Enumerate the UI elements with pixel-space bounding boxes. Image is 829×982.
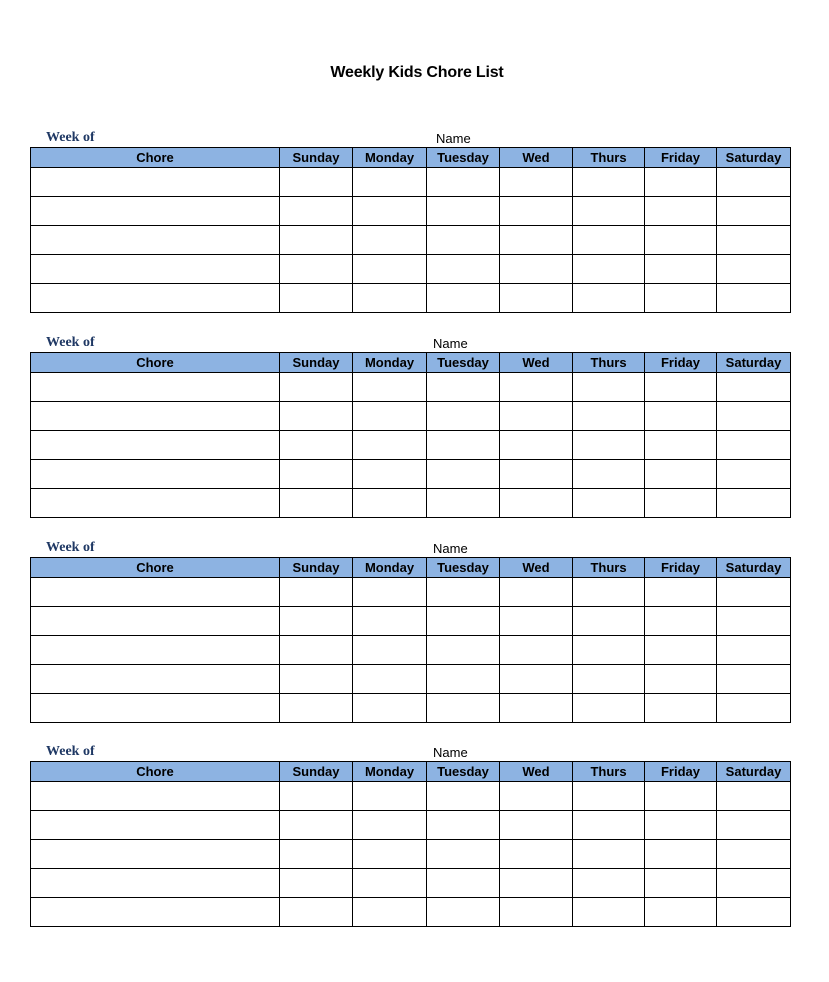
- day-cell-wed[interactable]: [500, 665, 573, 694]
- column-header-thurs: Thurs: [573, 762, 645, 782]
- column-header-tuesday: Tuesday: [427, 558, 500, 578]
- column-header-wed: Wed: [500, 558, 573, 578]
- day-cell-tuesday[interactable]: [427, 255, 500, 284]
- day-cell-thurs[interactable]: [573, 665, 645, 694]
- chore-table: [30, 352, 791, 518]
- table-row: [31, 255, 791, 284]
- column-header-tuesday: Tuesday: [427, 762, 500, 782]
- chore-cell[interactable]: [31, 869, 280, 898]
- day-cell-monday[interactable]: [353, 811, 427, 840]
- chore-cell[interactable]: [31, 636, 280, 665]
- day-cell-wed[interactable]: [500, 782, 573, 811]
- table-row: [31, 811, 791, 840]
- table-row: [31, 373, 791, 402]
- day-cell-monday[interactable]: [353, 782, 427, 811]
- day-cell-sunday[interactable]: [280, 636, 353, 665]
- chore-cell[interactable]: [31, 782, 280, 811]
- table-row: [31, 402, 791, 431]
- day-cell-monday[interactable]: [353, 898, 427, 927]
- chore-cell[interactable]: [31, 373, 280, 402]
- day-cell-tuesday[interactable]: [427, 898, 500, 927]
- day-cell-friday[interactable]: [645, 607, 717, 636]
- day-cell-thurs[interactable]: [573, 284, 645, 313]
- table-row: [31, 665, 791, 694]
- day-cell-wed[interactable]: [500, 578, 573, 607]
- day-cell-wed[interactable]: [500, 284, 573, 313]
- column-header-monday: Monday: [353, 353, 427, 373]
- day-cell-monday[interactable]: [353, 402, 427, 431]
- day-cell-saturday[interactable]: [717, 665, 791, 694]
- day-cell-tuesday[interactable]: [427, 284, 500, 313]
- day-cell-sunday[interactable]: [280, 255, 353, 284]
- column-header-saturday: Saturday: [717, 558, 791, 578]
- chore-cell[interactable]: [31, 694, 280, 723]
- column-header-chore: Chore: [31, 353, 280, 373]
- day-cell-wed[interactable]: [500, 869, 573, 898]
- day-cell-monday[interactable]: [353, 489, 427, 518]
- table-row: [31, 607, 791, 636]
- column-header-chore: Chore: [31, 762, 280, 782]
- day-cell-friday[interactable]: [645, 226, 717, 255]
- day-cell-thurs[interactable]: [573, 607, 645, 636]
- day-cell-sunday[interactable]: [280, 782, 353, 811]
- day-cell-saturday[interactable]: [717, 255, 791, 284]
- column-header-sunday: Sunday: [280, 353, 353, 373]
- day-cell-friday[interactable]: [645, 665, 717, 694]
- column-header-saturday: Saturday: [717, 762, 791, 782]
- day-cell-thurs[interactable]: [573, 373, 645, 402]
- day-cell-friday[interactable]: [645, 255, 717, 284]
- day-cell-friday[interactable]: [645, 694, 717, 723]
- day-cell-sunday[interactable]: [280, 607, 353, 636]
- day-cell-thurs[interactable]: [573, 168, 645, 197]
- day-cell-wed[interactable]: [500, 255, 573, 284]
- table-row: [31, 460, 791, 489]
- table-row: [31, 840, 791, 869]
- chore-cell[interactable]: [31, 284, 280, 313]
- day-cell-saturday[interactable]: [717, 197, 791, 226]
- chore-cell[interactable]: [31, 898, 280, 927]
- day-cell-sunday[interactable]: [280, 197, 353, 226]
- day-cell-sunday[interactable]: [280, 694, 353, 723]
- day-cell-friday[interactable]: [645, 284, 717, 313]
- day-cell-tuesday[interactable]: [427, 489, 500, 518]
- table-row: [31, 226, 791, 255]
- day-cell-friday[interactable]: [645, 402, 717, 431]
- table-row: [31, 431, 791, 460]
- chore-table: [30, 761, 791, 927]
- day-cell-tuesday[interactable]: [427, 578, 500, 607]
- day-cell-thurs[interactable]: [573, 782, 645, 811]
- chore-cell[interactable]: [31, 226, 280, 255]
- day-cell-monday[interactable]: [353, 607, 427, 636]
- day-cell-thurs[interactable]: [573, 489, 645, 518]
- day-cell-sunday[interactable]: [280, 460, 353, 489]
- day-cell-friday[interactable]: [645, 869, 717, 898]
- column-header-monday: Monday: [353, 558, 427, 578]
- table-row: [31, 694, 791, 723]
- day-cell-sunday[interactable]: [280, 168, 353, 197]
- column-header-sunday: Sunday: [280, 148, 353, 168]
- day-cell-saturday[interactable]: [717, 636, 791, 665]
- chore-cell[interactable]: [31, 402, 280, 431]
- column-header-wed: Wed: [500, 353, 573, 373]
- day-cell-tuesday[interactable]: [427, 431, 500, 460]
- day-cell-saturday[interactable]: [717, 869, 791, 898]
- day-cell-sunday[interactable]: [280, 284, 353, 313]
- day-cell-wed[interactable]: [500, 898, 573, 927]
- day-cell-friday[interactable]: [645, 197, 717, 226]
- day-cell-tuesday[interactable]: [427, 811, 500, 840]
- day-cell-thurs[interactable]: [573, 869, 645, 898]
- chore-cell[interactable]: [31, 460, 280, 489]
- chore-cell[interactable]: [31, 168, 280, 197]
- column-header-friday: Friday: [645, 762, 717, 782]
- day-cell-sunday[interactable]: [280, 898, 353, 927]
- day-cell-wed[interactable]: [500, 197, 573, 226]
- chore-cell[interactable]: [31, 489, 280, 518]
- day-cell-tuesday[interactable]: [427, 840, 500, 869]
- day-cell-saturday[interactable]: [717, 489, 791, 518]
- table-row: [31, 489, 791, 518]
- day-cell-tuesday[interactable]: [427, 636, 500, 665]
- day-cell-thurs[interactable]: [573, 402, 645, 431]
- day-cell-friday[interactable]: [645, 460, 717, 489]
- chore-cell[interactable]: [31, 197, 280, 226]
- day-cell-saturday[interactable]: [717, 782, 791, 811]
- day-cell-wed[interactable]: [500, 607, 573, 636]
- day-cell-thurs[interactable]: [573, 811, 645, 840]
- chore-table: [30, 147, 791, 313]
- column-header-chore: Chore: [31, 148, 280, 168]
- table-row: [31, 869, 791, 898]
- day-cell-wed[interactable]: [500, 460, 573, 489]
- column-header-saturday: Saturday: [717, 148, 791, 168]
- day-cell-friday[interactable]: [645, 840, 717, 869]
- day-cell-tuesday[interactable]: [427, 402, 500, 431]
- column-header-friday: Friday: [645, 353, 717, 373]
- page-title: Weekly Kids Chore List: [330, 64, 504, 81]
- day-cell-tuesday[interactable]: [427, 694, 500, 723]
- chore-cell[interactable]: [31, 431, 280, 460]
- chore-cell[interactable]: [31, 840, 280, 869]
- day-cell-friday[interactable]: [645, 578, 717, 607]
- column-header-wed: Wed: [500, 148, 573, 168]
- column-header-friday: Friday: [645, 148, 717, 168]
- day-cell-friday[interactable]: [645, 782, 717, 811]
- week-of-label: Week of: [46, 335, 95, 350]
- day-cell-wed[interactable]: [500, 694, 573, 723]
- header-row: [31, 353, 791, 373]
- day-cell-saturday[interactable]: [717, 898, 791, 927]
- name-label: Name: [433, 336, 468, 351]
- day-cell-monday[interactable]: [353, 636, 427, 665]
- chore-cell[interactable]: [31, 578, 280, 607]
- day-cell-wed[interactable]: [500, 811, 573, 840]
- day-cell-saturday[interactable]: [717, 226, 791, 255]
- column-header-monday: Monday: [353, 148, 427, 168]
- chore-cell[interactable]: [31, 811, 280, 840]
- column-header-wed: Wed: [500, 762, 573, 782]
- day-cell-wed[interactable]: [500, 636, 573, 665]
- day-cell-tuesday[interactable]: [427, 782, 500, 811]
- day-cell-monday[interactable]: [353, 197, 427, 226]
- day-cell-monday[interactable]: [353, 694, 427, 723]
- day-cell-thurs[interactable]: [573, 255, 645, 284]
- day-cell-monday[interactable]: [353, 373, 427, 402]
- day-cell-saturday[interactable]: [717, 431, 791, 460]
- day-cell-monday[interactable]: [353, 840, 427, 869]
- day-cell-friday[interactable]: [645, 898, 717, 927]
- day-cell-monday[interactable]: [353, 168, 427, 197]
- day-cell-saturday[interactable]: [717, 840, 791, 869]
- day-cell-sunday[interactable]: [280, 489, 353, 518]
- day-cell-tuesday[interactable]: [427, 168, 500, 197]
- day-cell-thurs[interactable]: [573, 431, 645, 460]
- day-cell-saturday[interactable]: [717, 811, 791, 840]
- table-row: [31, 782, 791, 811]
- day-cell-sunday[interactable]: [280, 431, 353, 460]
- day-cell-wed[interactable]: [500, 402, 573, 431]
- table-row: [31, 284, 791, 313]
- day-cell-tuesday[interactable]: [427, 197, 500, 226]
- day-cell-sunday[interactable]: [280, 665, 353, 694]
- day-cell-monday[interactable]: [353, 226, 427, 255]
- table-row: [31, 168, 791, 197]
- column-header-tuesday: Tuesday: [427, 148, 500, 168]
- day-cell-thurs[interactable]: [573, 197, 645, 226]
- day-cell-tuesday[interactable]: [427, 665, 500, 694]
- day-cell-thurs[interactable]: [573, 636, 645, 665]
- week-of-label: Week of: [46, 130, 95, 145]
- day-cell-tuesday[interactable]: [427, 607, 500, 636]
- day-cell-wed[interactable]: [500, 840, 573, 869]
- column-header-monday: Monday: [353, 762, 427, 782]
- column-header-thurs: Thurs: [573, 353, 645, 373]
- chore-cell[interactable]: [31, 255, 280, 284]
- day-cell-monday[interactable]: [353, 460, 427, 489]
- chore-table: [30, 557, 791, 723]
- header-row: [31, 148, 791, 168]
- day-cell-sunday[interactable]: [280, 226, 353, 255]
- column-header-sunday: Sunday: [280, 762, 353, 782]
- day-cell-tuesday[interactable]: [427, 373, 500, 402]
- day-cell-tuesday[interactable]: [427, 226, 500, 255]
- day-cell-friday[interactable]: [645, 811, 717, 840]
- header-row: [31, 558, 791, 578]
- day-cell-tuesday[interactable]: [427, 460, 500, 489]
- day-cell-thurs[interactable]: [573, 898, 645, 927]
- day-cell-friday[interactable]: [645, 373, 717, 402]
- column-header-sunday: Sunday: [280, 558, 353, 578]
- table-row: [31, 898, 791, 927]
- day-cell-thurs[interactable]: [573, 460, 645, 489]
- header-row: [31, 762, 791, 782]
- day-cell-saturday[interactable]: [717, 402, 791, 431]
- day-cell-wed[interactable]: [500, 373, 573, 402]
- day-cell-sunday[interactable]: [280, 869, 353, 898]
- column-header-thurs: Thurs: [573, 558, 645, 578]
- day-cell-saturday[interactable]: [717, 578, 791, 607]
- day-cell-monday[interactable]: [353, 578, 427, 607]
- day-cell-tuesday[interactable]: [427, 869, 500, 898]
- table-row: [31, 578, 791, 607]
- chore-cell[interactable]: [31, 665, 280, 694]
- column-header-thurs: Thurs: [573, 148, 645, 168]
- day-cell-thurs[interactable]: [573, 694, 645, 723]
- table-row: [31, 636, 791, 665]
- name-label: Name: [433, 541, 468, 556]
- day-cell-friday[interactable]: [645, 168, 717, 197]
- day-cell-saturday[interactable]: [717, 607, 791, 636]
- chore-cell[interactable]: [31, 607, 280, 636]
- table-row: [31, 197, 791, 226]
- column-header-chore: Chore: [31, 558, 280, 578]
- day-cell-monday[interactable]: [353, 284, 427, 313]
- day-cell-saturday[interactable]: [717, 694, 791, 723]
- day-cell-saturday[interactable]: [717, 284, 791, 313]
- day-cell-monday[interactable]: [353, 869, 427, 898]
- name-label: Name: [433, 745, 468, 760]
- day-cell-sunday[interactable]: [280, 840, 353, 869]
- day-cell-wed[interactable]: [500, 489, 573, 518]
- day-cell-thurs[interactable]: [573, 578, 645, 607]
- week-of-label: Week of: [46, 744, 95, 759]
- day-cell-sunday[interactable]: [280, 402, 353, 431]
- day-cell-sunday[interactable]: [280, 811, 353, 840]
- week-of-label: Week of: [46, 540, 95, 555]
- day-cell-thurs[interactable]: [573, 840, 645, 869]
- day-cell-monday[interactable]: [353, 255, 427, 284]
- day-cell-saturday[interactable]: [717, 168, 791, 197]
- day-cell-wed[interactable]: [500, 431, 573, 460]
- day-cell-friday[interactable]: [645, 431, 717, 460]
- day-cell-wed[interactable]: [500, 168, 573, 197]
- day-cell-sunday[interactable]: [280, 373, 353, 402]
- day-cell-saturday[interactable]: [717, 373, 791, 402]
- day-cell-monday[interactable]: [353, 665, 427, 694]
- day-cell-friday[interactable]: [645, 636, 717, 665]
- column-header-friday: Friday: [645, 558, 717, 578]
- day-cell-saturday[interactable]: [717, 460, 791, 489]
- day-cell-thurs[interactable]: [573, 226, 645, 255]
- column-header-saturday: Saturday: [717, 353, 791, 373]
- day-cell-sunday[interactable]: [280, 578, 353, 607]
- column-header-tuesday: Tuesday: [427, 353, 500, 373]
- day-cell-monday[interactable]: [353, 431, 427, 460]
- day-cell-wed[interactable]: [500, 226, 573, 255]
- name-label: Name: [436, 131, 471, 146]
- day-cell-friday[interactable]: [645, 489, 717, 518]
